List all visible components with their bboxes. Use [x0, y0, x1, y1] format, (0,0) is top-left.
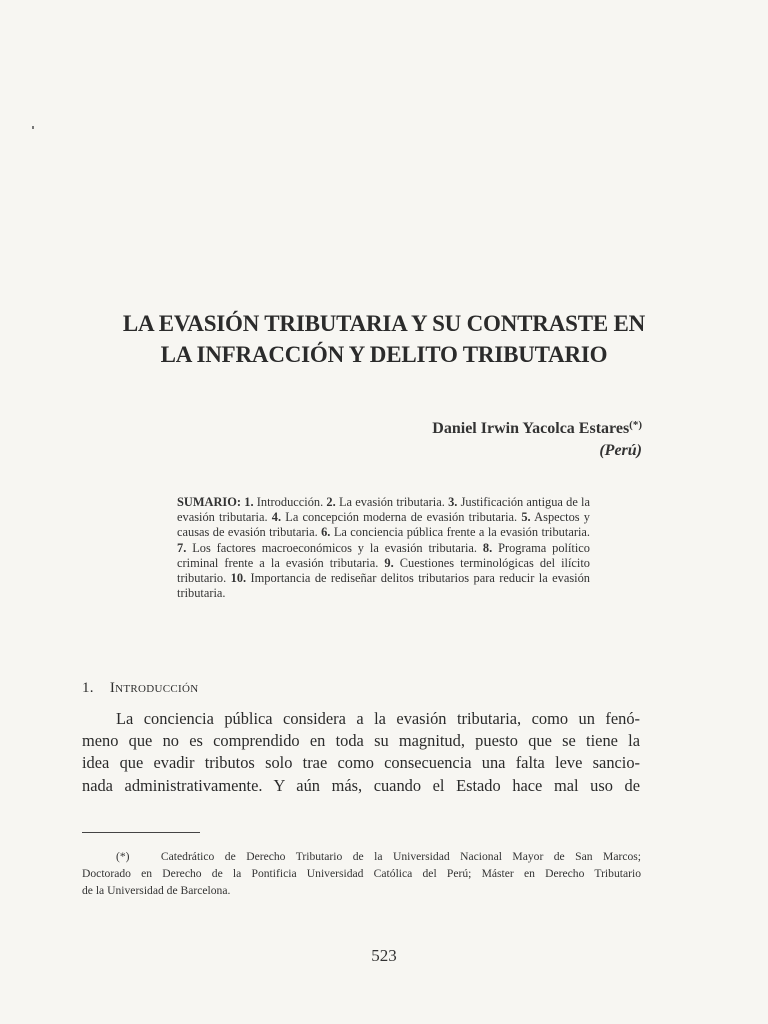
summary-block	[177, 495, 590, 601]
author-block	[432, 414, 642, 462]
summary-item-number: 2.	[326, 495, 336, 509]
summary-item-number: 8.	[482, 540, 493, 555]
summary-item-text: Cuestiones terminológicas del ilícito tributario.	[177, 555, 590, 586]
author-country: (Perú)	[599, 442, 642, 459]
footnote-divider	[82, 832, 200, 833]
author-name: Daniel Irwin Yacolca Estares	[432, 420, 630, 437]
author-name-line	[432, 414, 642, 440]
footnote-marker: (*)	[116, 850, 130, 863]
title-line-2: LA INFRACCIÓN Y DELITO TRIBUTARIO	[160, 342, 608, 367]
title-line-1: LA EVASIÓN TRIBUTARIA Y SU CONTRASTE EN	[122, 311, 646, 336]
body-line: meno que no es comprendido en toda su magnitud, puesto que se tiene la	[82, 731, 640, 751]
section-heading	[82, 680, 199, 697]
body-line: idea que evadir tributos solo trae como consecuencia una falta leve sancio-	[82, 753, 640, 773]
footnote-line-2: Doctorado en Derecho de la Pontificia Universidad Católica del Perú; Máster en Derecho Tributario	[82, 867, 641, 880]
summary-item-text: Programa político criminal frente a la evasión tributaria.	[177, 540, 590, 570]
summary-item-number: 10.	[230, 571, 247, 586]
summary-item-text: La evasión tributaria.	[335, 495, 449, 509]
footnote-line-1	[82, 848, 641, 865]
summary-item-text: Importancia de rediseñar delitos tributarios para reducir la evasión tributaria.	[177, 571, 590, 601]
summary-item-number: 7.	[177, 540, 187, 555]
section-number: 1.	[82, 680, 94, 696]
summary-item-number: 9.	[384, 555, 394, 570]
speck-mark	[32, 126, 34, 129]
article-title	[60, 308, 708, 370]
summary-item-text: Justificación antigua de la evasión tributaria.	[177, 495, 590, 525]
page-number: 523	[371, 946, 397, 965]
summary-item-text: Introducción.	[253, 495, 327, 509]
author-footnote-marker: (*)	[629, 419, 642, 431]
summary-item-number: 5.	[521, 510, 531, 525]
summary-item-number: 3.	[448, 495, 458, 509]
footnote-line-3: de la Universidad de Barcelona.	[82, 884, 231, 897]
summary-item-text: La concepción moderna de evasión tributaria.	[281, 510, 522, 525]
body-line: La conciencia pública considera a la evasión tributaria, como un fenó-	[116, 709, 640, 728]
summary-item-text: Los factores macroeconómicos y la evasión tributaria.	[186, 540, 483, 555]
summary-item-number: 6.	[321, 525, 331, 540]
section-title: Introducción	[109, 680, 199, 696]
summary-item-text: La conciencia pública frente a la evasión tributaria.	[330, 525, 590, 540]
summary-item-number: 4.	[271, 510, 282, 525]
summary-label: SUMARIO:	[177, 495, 242, 509]
summary-item-text: Aspectos y causas de evasión tributaria.	[177, 510, 590, 540]
body-paragraph	[82, 708, 640, 797]
footnote	[82, 848, 641, 899]
footnote-text-1: Catedrático de Derecho Tributario de la Universidad Nacional Mayor de San Marcos;	[160, 850, 641, 863]
summary-items	[177, 495, 590, 600]
body-line: nada administrativamente. Y aún más, cuando el Estado hace mal uso de	[82, 775, 640, 795]
summary-item-number: 1.	[244, 495, 254, 509]
